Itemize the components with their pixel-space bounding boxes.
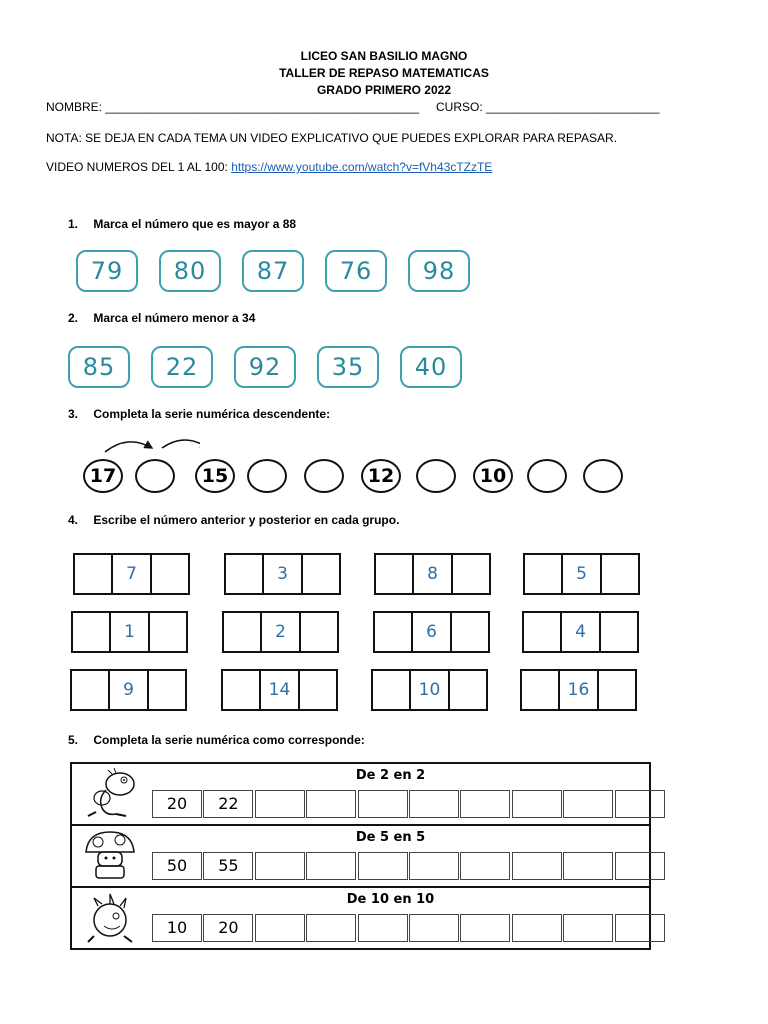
series-blank-box[interactable] [306,790,356,818]
q2-option-5[interactable]: 40 [400,346,462,388]
series-row [72,764,649,826]
video-link[interactable]: https://www.youtube.com/watch?v=fVh43cTZzTE [231,160,493,174]
series-blank-box[interactable] [358,852,408,880]
neighbor-group [520,669,637,711]
before-number-box[interactable] [72,671,110,709]
neighbor-group [224,553,341,595]
given-number: 7 [113,555,151,593]
after-number-box[interactable] [599,671,635,709]
after-number-box[interactable] [149,671,185,709]
neighbor-group [374,553,491,595]
series-blank-circle[interactable] [247,459,287,493]
after-number-box[interactable] [602,555,638,593]
series-blank-box[interactable] [460,790,510,818]
series-boxes [152,914,666,942]
given-number: 10 [411,671,449,709]
series-circle-10: 10 [473,459,513,493]
series-blank-box[interactable] [563,790,613,818]
q1-option-5[interactable]: 98 [408,250,470,292]
after-number-box[interactable] [601,613,637,651]
series-value: 55 [203,852,253,880]
question-2-text: Marca el número menor a 34 [93,311,256,325]
series-circle-12: 12 [361,459,401,493]
series-blank-box[interactable] [358,914,408,942]
series-value: 22 [203,790,253,818]
before-number-box[interactable] [524,613,562,651]
neighbor-group [73,553,190,595]
nombre-field[interactable]: NOMBRE: _______________________________________________ [46,100,420,114]
series-value: 20 [152,790,202,818]
series-blank-box[interactable] [615,852,665,880]
series-blank-box[interactable] [306,852,356,880]
question-5-number: 5. [68,733,79,747]
q1-option-4[interactable]: 76 [325,250,387,292]
neighbor-group [371,669,488,711]
q2-option-1[interactable]: 85 [68,346,130,388]
series-title: De 10 en 10 [346,892,435,907]
neighbor-group [523,553,640,595]
series-arrows-icon [100,434,200,456]
question-5-text: Completa la serie numérica como corresponde: [93,733,365,747]
before-number-box[interactable] [525,555,563,593]
series-boxes [152,852,666,880]
series-blank-box[interactable] [615,790,665,818]
series-blank-box[interactable] [409,790,459,818]
series-blank-box[interactable] [563,914,613,942]
q1-option-3[interactable]: 87 [242,250,304,292]
curso-field[interactable]: CURSO: __________________________ [436,100,660,114]
neighbor-group [522,611,639,653]
series-blank-circle[interactable] [583,459,623,493]
series-blank-box[interactable] [460,914,510,942]
series-title: De 5 en 5 [355,830,426,845]
question-4-text: Escribe el número anterior y posterior en cada grupo. [93,513,400,527]
school-name: LICEO SAN BASILIO MAGNO [300,49,468,63]
series-blank-circle[interactable] [527,459,567,493]
neighbor-group [221,669,338,711]
question-1 [68,217,296,231]
question-3-text: Completa la serie numérica descendente: [93,407,331,421]
neighbor-group [70,669,187,711]
series-blank-box[interactable] [512,790,562,818]
before-number-box[interactable] [522,671,560,709]
series-table [70,762,651,950]
question-2-number: 2. [68,311,79,325]
after-number-box[interactable] [450,671,486,709]
series-value: 10 [152,914,202,942]
before-number-box[interactable] [223,671,261,709]
series-blank-box[interactable] [512,852,562,880]
q1-option-1[interactable]: 79 [76,250,138,292]
series-boxes [152,790,666,818]
q2-option-4[interactable]: 35 [317,346,379,388]
series-blank-circle[interactable] [135,459,175,493]
question-2 [68,311,255,325]
video-label: VIDEO NUMEROS DEL 1 AL 100: [46,160,228,174]
series-blank-box[interactable] [512,914,562,942]
video-line [46,160,492,174]
series-blank-box[interactable] [460,852,510,880]
question-3-number: 3. [68,407,79,421]
given-number: 14 [261,671,299,709]
neighbor-group [71,611,188,653]
given-number: 4 [562,613,600,651]
series-blank-circle[interactable] [304,459,344,493]
q2-option-2[interactable]: 22 [151,346,213,388]
given-number: 3 [264,555,302,593]
given-number: 1 [111,613,149,651]
series-circle-17: 17 [83,459,123,493]
series-blank-circle[interactable] [416,459,456,493]
series-blank-box[interactable] [615,914,665,942]
after-number-box[interactable] [301,613,337,651]
series-blank-box[interactable] [358,790,408,818]
before-number-box[interactable] [224,613,262,651]
worksheet-title: TALLER DE REPASO MATEMATICAS [279,66,489,80]
before-number-box[interactable] [226,555,264,593]
series-row [72,888,649,948]
after-number-box[interactable] [452,613,488,651]
series-blank-box[interactable] [409,914,459,942]
before-number-box[interactable] [75,555,113,593]
q1-option-2[interactable]: 80 [159,250,221,292]
given-number: 2 [262,613,300,651]
series-title: De 2 en 2 [355,768,426,783]
question-4 [68,513,399,527]
grade-label: GRADO PRIMERO 2022 [316,83,452,97]
neighbor-group [373,611,490,653]
question-5 [68,733,365,747]
series-circle-15: 15 [195,459,235,493]
before-number-box[interactable] [376,555,414,593]
series-blank-box[interactable] [409,852,459,880]
question-4-number: 4. [68,513,79,527]
given-number: 9 [110,671,148,709]
series-row [72,826,649,888]
series-value: 50 [152,852,202,880]
question-1-text: Marca el número que es mayor a 88 [93,217,297,231]
after-number-box[interactable] [453,555,489,593]
q2-option-3[interactable]: 92 [234,346,296,388]
series-value: 20 [203,914,253,942]
series-blank-box[interactable] [255,790,305,818]
before-number-box[interactable] [73,613,111,651]
after-number-box[interactable] [152,555,188,593]
series-blank-box[interactable] [306,914,356,942]
after-number-box[interactable] [303,555,339,593]
after-number-box[interactable] [150,613,186,651]
after-number-box[interactable] [300,671,336,709]
question-1-number: 1. [68,217,79,231]
before-number-box[interactable] [373,671,411,709]
before-number-box[interactable] [375,613,413,651]
nota-text: NOTA: SE DEJA EN CADA TEMA UN VIDEO EXPLICATIVO QUE PUEDES EXPLORAR PARA REPASAR. [46,131,618,145]
given-number: 6 [413,613,451,651]
given-number: 8 [414,555,452,593]
given-number: 5 [563,555,601,593]
neighbor-group [222,611,339,653]
question-3 [68,407,330,421]
series-blank-box[interactable] [255,852,305,880]
given-number: 16 [560,671,598,709]
series-blank-box[interactable] [563,852,613,880]
series-blank-box[interactable] [255,914,305,942]
